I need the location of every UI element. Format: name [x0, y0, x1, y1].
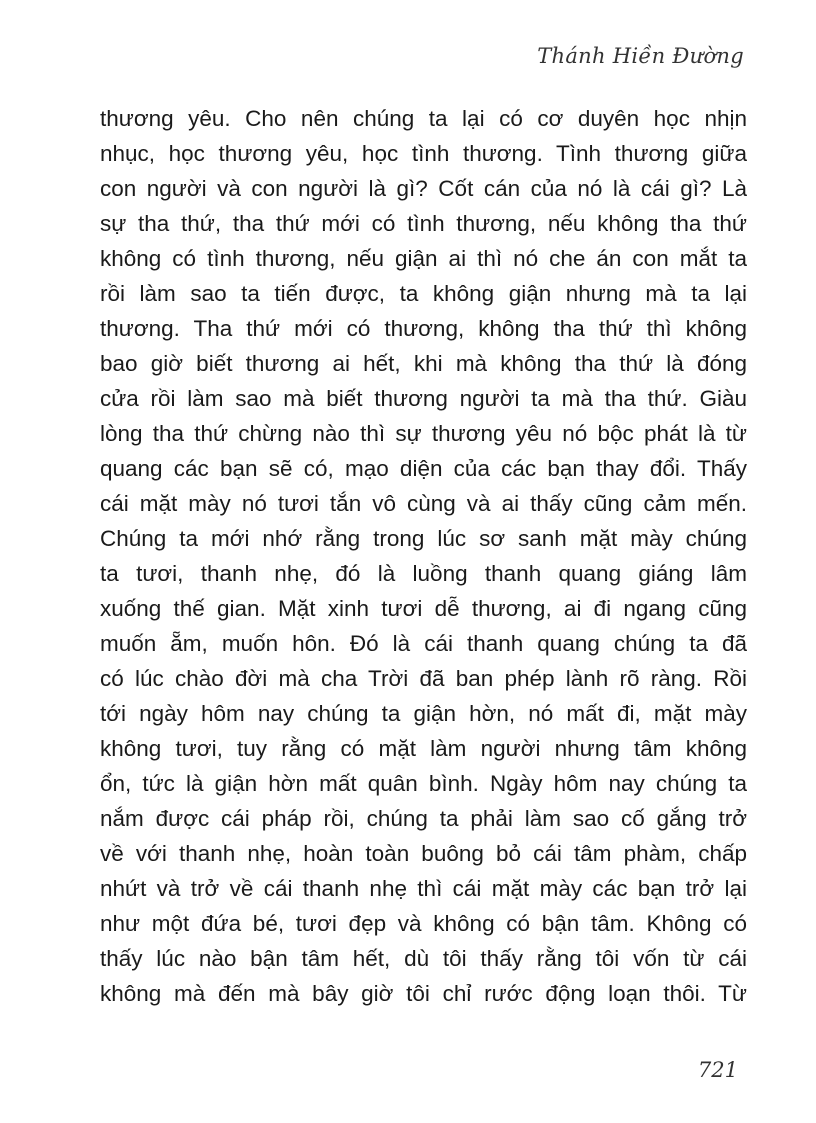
text-line: có lúc chào đời mà cha Trời đã ban phép lành rõ ràng. Rồi — [100, 666, 747, 691]
text-line: xuống thế gian. Mặt xinh tươi dễ thương, ai đi ngang cũng — [100, 596, 747, 621]
text-line: thương. Tha thứ mới có thương, không tha thứ thì không — [100, 316, 747, 341]
text-line: rồi làm sao ta tiến được, ta không giận nhưng mà ta lại — [100, 281, 747, 306]
text-line: cửa rồi làm sao mà biết thương người ta mà tha thứ. Giàu — [100, 386, 747, 411]
text-line: muốn ẵm, muốn hôn. Đó là cái thanh quang chúng ta đã — [100, 631, 747, 656]
text-line: Chúng ta mới nhớ rằng trong lúc sơ sanh mặt mày chúng — [100, 526, 747, 551]
running-header: Thánh Hiền Đường — [537, 44, 744, 68]
text-line: nắm được cái pháp rồi, chúng ta phải làm sao cố gắng trở — [100, 806, 747, 831]
text-line: cái mặt mày nó tươi tắn vô cùng và ai thấy cũng cảm mến. — [100, 491, 747, 516]
text-line: con người và con người là gì? Cốt cán của nó là cái gì? Là — [100, 176, 747, 201]
text-line: không tươi, tuy rằng có mặt làm người nhưng tâm không — [100, 736, 747, 761]
text-line: tới ngày hôm nay chúng ta giận hờn, nó mất đi, mặt mày — [100, 701, 747, 726]
page-number: 721 — [697, 1058, 738, 1082]
text-line: nhứt và trở về cái thanh nhẹ thì cái mặt mày các bạn trở lại — [100, 876, 747, 901]
text-line: thấy lúc nào bận tâm hết, dù tôi thấy rằng tôi vốn từ cái — [100, 946, 747, 971]
body-text — [100, 101, 747, 1011]
text-line: lòng tha thứ chừng nào thì sự thương yêu nó bộc phát là từ — [100, 421, 747, 446]
text-line: không có tình thương, nếu giận ai thì nó che án con mắt ta — [100, 246, 747, 271]
text-line: sự tha thứ, tha thứ mới có tình thương, nếu không tha thứ — [100, 211, 747, 236]
text-line: không mà đến mà bây giờ tôi chỉ rước động loạn thôi. Từ — [100, 981, 747, 1006]
text-line: quang các bạn sẽ có, mạo diện của các bạn thay đổi. Thấy — [100, 456, 747, 481]
text-line: ta tươi, thanh nhẹ, đó là luồng thanh quang giáng lâm — [100, 561, 747, 586]
text-line: như một đứa bé, tươi đẹp và không có bận tâm. Không có — [100, 911, 747, 936]
text-line: nhục, học thương yêu, học tình thương. Tình thương giữa — [100, 141, 747, 166]
text-line: thương yêu. Cho nên chúng ta lại có cơ duyên học nhịn — [100, 106, 747, 131]
text-line: bao giờ biết thương ai hết, khi mà không tha thứ là đóng — [100, 351, 747, 376]
text-line: ổn, tức là giận hờn mất quân bình. Ngày hôm nay chúng ta — [100, 771, 747, 796]
text-line: về với thanh nhẹ, hoàn toàn buông bỏ cái tâm phàm, chấp — [100, 841, 747, 866]
